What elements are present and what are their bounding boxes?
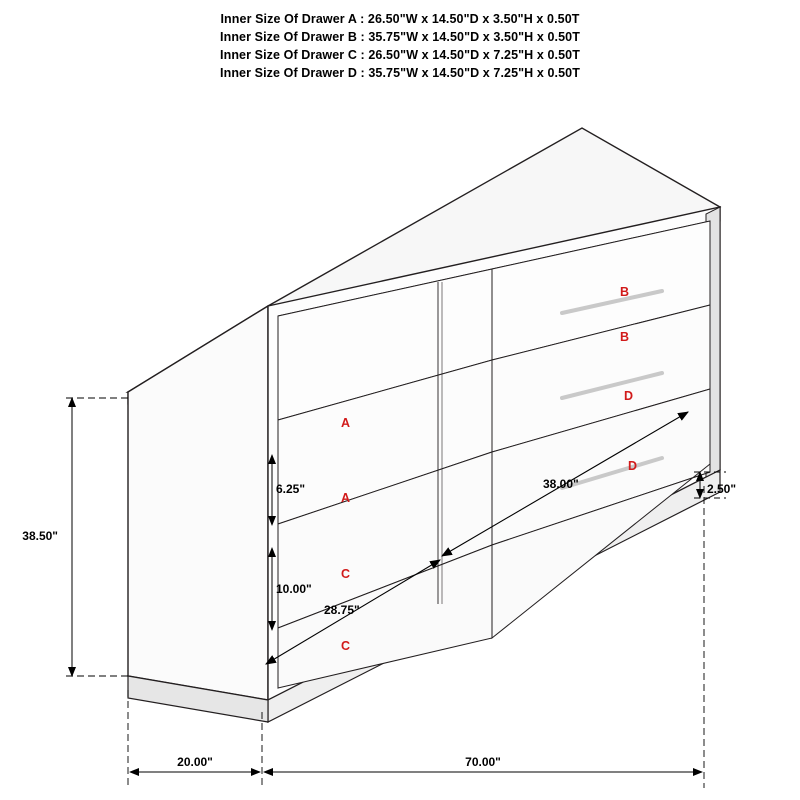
drawer-spec-line-d: Inner Size Of Drawer D : 35.75"W x 14.50"D x 7.25"H x 0.50T [220,66,580,80]
drawer-label-d-upper: D [624,389,634,403]
dimension-drawer-wide-width-label: 38.00" [543,477,579,491]
drawer-label-c-lower: C [341,639,351,653]
drawer-label-a-lower: A [341,491,351,505]
drawer-label-b-lower: B [620,330,630,344]
dimension-overall-height-label: 38.50" [22,529,58,543]
dimension-width [264,755,702,772]
dimension-drawer-small-height-label: 6.25" [276,482,306,496]
drawer-label-d-lower: D [628,459,638,473]
drawer-spec-line-a: Inner Size Of Drawer A : 26.50"W x 14.50"D x 3.50"H x 0.50T [220,12,580,26]
dimension-width-label: 70.00" [465,755,501,769]
dresser-left-side-panel [128,306,268,700]
drawer-label-c-upper: C [341,567,351,581]
dimension-drawer-narrow-width-label: 28.75" [324,603,360,617]
dimension-depth-label: 20.00" [177,755,213,769]
drawer-spec-line-b: Inner Size Of Drawer B : 35.75"W x 14.50"D x 3.50"H x 0.50T [220,30,580,44]
dimension-drawer-large-height-label: 10.00" [276,582,312,596]
dresser-body [128,128,720,722]
dimension-plinth-height-label: 2.50" [707,482,737,496]
drawer-label-b-upper: B [620,285,630,299]
drawer-label-a-upper: A [341,416,351,430]
drawer-spec-line-c: Inner Size Of Drawer C : 26.50"W x 14.50"D x 7.25"H x 0.50T [220,48,580,62]
dimension-depth [130,755,260,772]
dimension-overall-height [22,398,130,676]
